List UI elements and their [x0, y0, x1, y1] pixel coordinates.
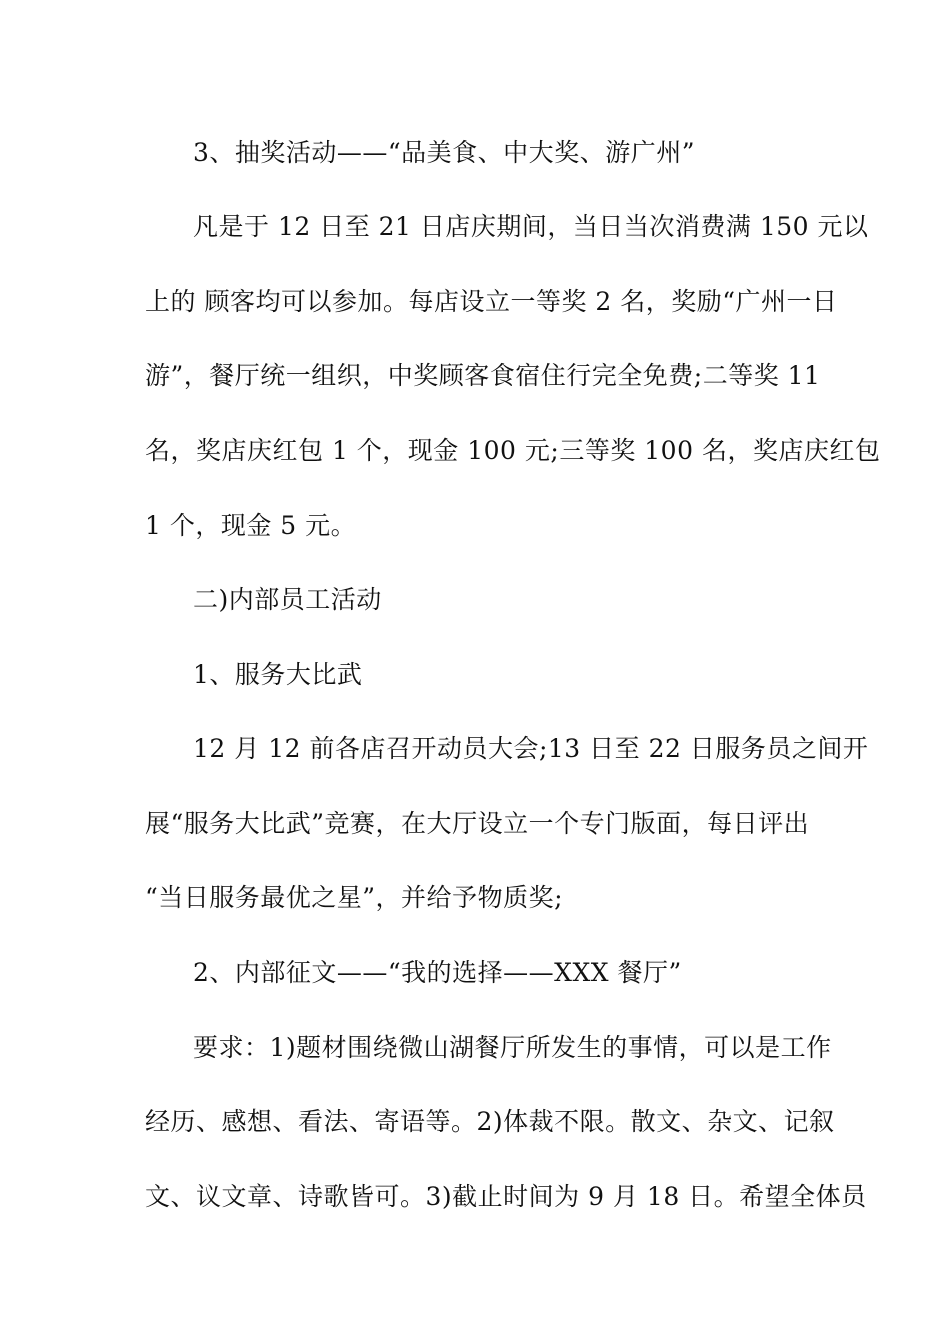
- paragraph-line: 凡是于 12 日至 21 日店庆期间，当日当次消费满 150 元以: [193, 212, 869, 241]
- heading-essay-contest: 2、内部征文——“我的选择——XXX 餐厅”: [193, 958, 682, 987]
- paragraph-line: 12 月 12 前各店召开动员大会;13 日至 22 日服务员之间开: [193, 734, 869, 763]
- paragraph-line: 1 个，现金 5 元。: [145, 511, 357, 540]
- paragraph-line: 展“服务大比武”竞赛，在大厅设立一个专门版面，每日评出: [145, 809, 810, 838]
- paragraph-line: 游”，餐厅统一组织，中奖顾客食宿住行完全免费;二等奖 11: [145, 361, 821, 390]
- heading-service-competition: 1、服务大比武: [193, 660, 363, 689]
- paragraph-line: “当日服务最优之星”，并给予物质奖;: [145, 883, 563, 912]
- paragraph-line: 上的 顾客均可以参加。每店设立一等奖 2 名，奖励“广州一日: [145, 287, 838, 316]
- paragraph-line: 经历、感想、看法、寄语等。2)体裁不限。散文、杂文、记叙: [145, 1107, 835, 1136]
- paragraph-line: 要求：1)题材围绕微山湖餐厅所发生的事情，可以是工作: [193, 1033, 832, 1062]
- heading-lottery-activity: 3、抽奖活动——“品美食、中大奖、游广州”: [193, 138, 695, 167]
- section-heading-internal-activities: 二)内部员工活动: [193, 585, 382, 614]
- paragraph-line: 文、议文章、诗歌皆可。3)截止时间为 9 月 18 日。希望全体员: [145, 1182, 867, 1211]
- paragraph-line: 名，奖店庆红包 1 个，现金 100 元;三等奖 100 名，奖店庆红包: [145, 436, 881, 465]
